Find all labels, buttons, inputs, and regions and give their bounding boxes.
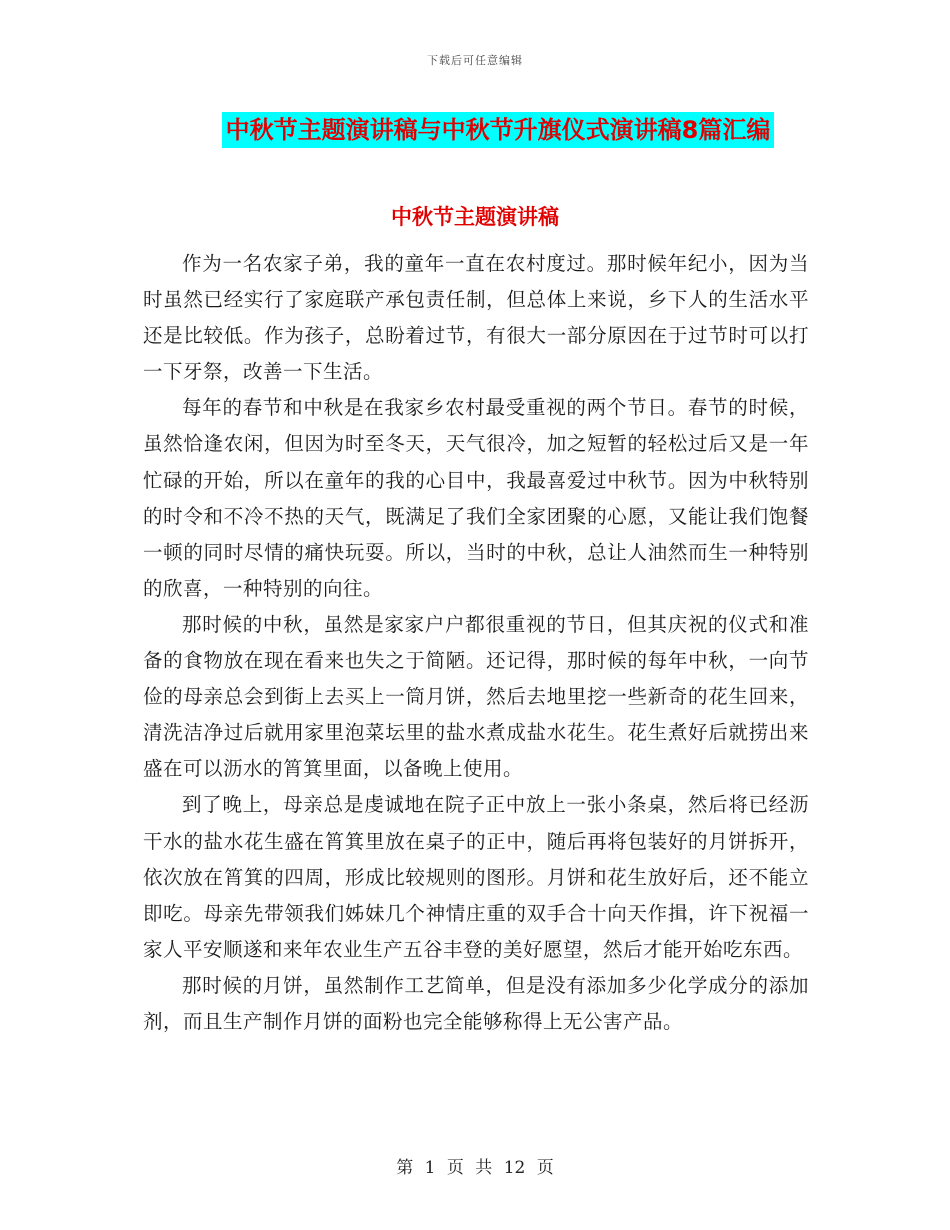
page-footer: 第 1 页 共 12 页 xyxy=(396,1158,554,1178)
paragraph-5: 那时候的月饼，虽然制作工艺简单，但是没有添加多少化学成分的添加剂，而且生产制作月饼的面粉也完全能够称得上无公害产品。 xyxy=(143,973,809,1033)
paragraph-1: 作为一名农家子弟，我的童年一直在农村度过。那时候年纪小，因为当时虽然已经实行了家庭联产承包责任制，但总体上来说，乡下人的生活水平还是比较低。作为孩子，总盼着过节，有很大一部分原因在于过节时可以打一下牙祭，改善一下生活。 xyxy=(143,252,809,384)
section-title: 中秋节主题演讲稿 xyxy=(391,205,559,229)
header-note: 下载后可任意编辑 xyxy=(427,54,523,67)
paragraph-4: 到了晚上，母亲总是虔诚地在院子正中放上一张小条桌，然后将已经沥干水的盐水花生盛在筲箕里放在桌子的正中，随后再将包装好的月饼拆开，依次放在筲箕的四周，形成比较规则的图形。月饼和花生放好后，还不能立即吃。母亲先带领我们姊妹几个神情庄重的双手合十向天作揖，许下祝福一家人平安顺遂和来年农业生产五谷丰登的美好愿望，然后才能开始吃东西。 xyxy=(143,793,809,961)
document-title-container xyxy=(0,112,950,148)
paragraph-2: 每年的春节和中秋是在我家乡农村最受重视的两个节日。春节的时候，虽然恰逢农闲，但因为时至冬天，天气很冷，加之短暂的轻松过后又是一年忙碌的开始，所以在童年的我的心目中，我最喜爱过中秋节。因为中秋特别的时令和不冷不热的天气，既满足了我们全家团聚的心愿，又能让我们饱餐一顿的同时尽情的痛快玩耍。所以，当时的中秋，总让人油然而生一种特别的欣喜，一种特别的向往。 xyxy=(143,396,809,600)
body-text xyxy=(143,246,809,1040)
paragraph-3: 那时候的中秋，虽然是家家户户都很重视的节日，但其庆祝的仪式和准备的食物放在现在看来也失之于简陋。还记得，那时候的每年中秋，一向节俭的母亲总会到街上去买上一筒月饼，然后去地里挖一些新奇的花生回来，清洗洁净过后就用家里泡菜坛里的盐水煮成盐水花生。花生煮好后就捞出来盛在可以沥水的筲箕里面，以备晚上使用。 xyxy=(143,612,809,781)
document-title: 中秋节主题演讲稿与中秋节升旗仪式演讲稿8篇汇编 xyxy=(222,112,775,148)
